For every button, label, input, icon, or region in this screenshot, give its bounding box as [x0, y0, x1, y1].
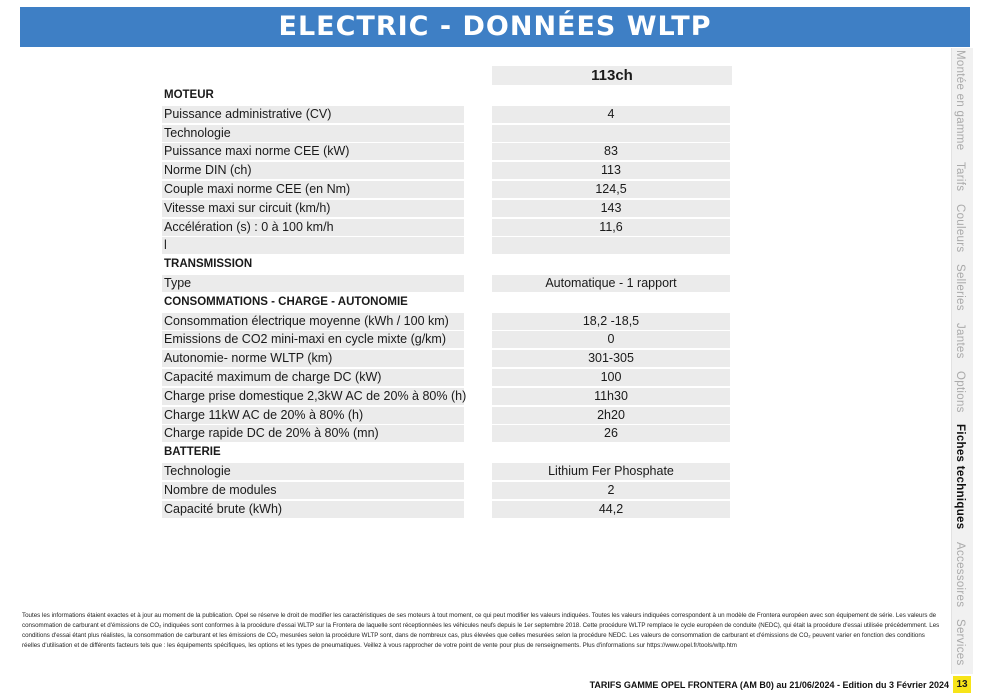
table-row: [162, 312, 734, 331]
section-header-row: [162, 86, 734, 105]
table-row: [162, 368, 734, 387]
row-label: Charge prise domestique 2,3kW AC de 20% à 80% (h): [164, 388, 467, 403]
table-row: [162, 236, 734, 255]
table-row: [162, 462, 734, 481]
table-row: [162, 105, 734, 124]
row-value: 2h20: [492, 407, 730, 424]
table-row: [162, 424, 734, 443]
side-nav-item[interactable]: Couleurs: [954, 203, 966, 253]
row-label: Puissance administrative (CV): [162, 106, 464, 123]
row-label: Technologie: [162, 463, 464, 480]
side-nav-item[interactable]: Services: [954, 619, 966, 666]
table-row: [162, 180, 734, 199]
table-row: [162, 406, 734, 425]
table-row: [162, 142, 734, 161]
row-label: Couple maxi norme CEE (en Nm): [162, 181, 464, 198]
side-nav-item[interactable]: Selleries: [954, 264, 966, 311]
side-nav-item[interactable]: Fiches techniques: [954, 424, 966, 530]
row-value: 11h30: [492, 388, 730, 405]
row-label: Vitesse maxi sur circuit (km/h): [162, 200, 464, 217]
table-row: [162, 387, 734, 406]
row-value: 143: [492, 200, 730, 217]
row-label: Norme DIN (ch): [162, 162, 464, 179]
side-nav-item[interactable]: Options: [954, 370, 966, 413]
row-value: 124,5: [492, 181, 730, 198]
column-header: 113ch: [492, 66, 732, 85]
row-value: 301-305: [492, 350, 730, 367]
row-label: Accélération (s) : 0 à 100 km/h: [162, 219, 464, 236]
section-header-row: [162, 443, 734, 462]
page-title-banner: ELECTRIC - DONNÉES WLTP: [20, 7, 970, 47]
row-label: Nombre de modules: [162, 482, 464, 499]
side-nav: [954, 50, 966, 678]
table-row: [162, 349, 734, 368]
legal-footnote: Toutes les informations étaient exactes et à jour au moment de la publication. Opel se réserve le droit de modifier les caractéristiques de ses moteurs à tout moment, ce qui peut modifier les valeurs indiquées. Toutes les valeurs indiquées correspondent à un modèle de Frontera européen avec son équipement de série. Les valeurs de consommation de carburant et d'émissions de CO₂ indiquées sont conformes à la procédure d'essai WLTP sur la Frontera de laquelle sont réceptionnées les véhicules neufs depuis le 1er septembre 2018. Cette procédure WLTP remplace le cycle européen de conduite (NEDC), qui était la procédure d'essai utilisée précédemment. Les conditions d'essai étant plus réalistes, la consommation de carburant et les émissions de CO₂ mesurées selon la procédure WLTP sont, dans de nombreux cas, plus élevées que celles mesurées selon la procédure NEDC. Les valeurs de consommation de carburant et d'émissions de CO₂ peuvent varier en fonction des conditions réelles d'utilisation et de différents facteurs tels que : les équipements spécifiques, les options et les types de pneumatiques. Veillez à vous rapprocher de votre point de vente pour plus de renseignements. Plus d'informations sur https://www.opel.fr/tools/wltp.htm: [22, 612, 940, 649]
section-title: MOTEUR: [164, 89, 214, 101]
spec-table: [162, 86, 734, 518]
row-value: 0: [492, 331, 730, 348]
table-row: [162, 274, 734, 293]
row-value: 4: [492, 106, 730, 123]
row-value: 113: [492, 162, 730, 179]
row-label: Puissance maxi norme CEE (kW): [162, 143, 464, 160]
section-title: TRANSMISSION: [164, 258, 253, 271]
row-value: 44,2: [492, 501, 730, 518]
table-row: [162, 500, 734, 519]
row-value: 18,2 -18,5: [492, 313, 730, 330]
row-label: Autonomie- norme WLTP (km): [162, 350, 464, 367]
side-nav-item[interactable]: Accessoires: [954, 541, 966, 608]
section-header-row: [162, 255, 734, 274]
table-row: [162, 124, 734, 143]
row-label: Capacité brute (kWh): [162, 501, 464, 518]
row-value: [492, 237, 730, 254]
row-label: Emissions de CO2 mini-maxi en cycle mixte (g/km): [162, 331, 464, 348]
section-title: BATTERIE: [164, 446, 221, 459]
row-value: Automatique - 1 rapport: [492, 275, 730, 292]
row-value: 2: [492, 482, 730, 499]
row-value: 83: [492, 143, 730, 160]
row-label: Charge rapide DC de 20% à 80% (mn): [162, 425, 464, 442]
row-label: Charge 11kW AC de 20% à 80% (h): [162, 407, 464, 424]
row-value: 100: [492, 369, 730, 386]
row-value: [492, 125, 730, 142]
table-row: [162, 161, 734, 180]
row-label: l: [162, 237, 464, 254]
table-row: [162, 199, 734, 218]
row-label: Consommation électrique moyenne (kWh / 100 km): [162, 313, 464, 330]
row-value: Lithium Fer Phosphate: [492, 463, 730, 480]
row-label: Capacité maximum de charge DC (kW): [162, 369, 464, 386]
section-header-row: [162, 293, 734, 312]
row-label: Technologie: [162, 125, 464, 142]
table-row: [162, 218, 734, 237]
side-nav-item[interactable]: Jantes: [954, 322, 966, 359]
side-nav-item[interactable]: Tarifs: [954, 162, 966, 192]
table-row: [162, 330, 734, 349]
section-title: CONSOMMATIONS - CHARGE - AUTONOMIE: [164, 295, 408, 308]
side-nav-item[interactable]: Montée en gamme: [954, 50, 966, 151]
row-value: 26: [492, 425, 730, 442]
row-value: 11,6: [492, 219, 730, 236]
table-row: [162, 481, 734, 500]
page-number-badge: 13: [953, 676, 971, 693]
row-label: Type: [162, 275, 464, 292]
footer-edition-line: TARIFS GAMME OPEL FRONTERA (AM B0) au 21/06/2024 - Edition du 3 Février 2024: [589, 680, 949, 690]
